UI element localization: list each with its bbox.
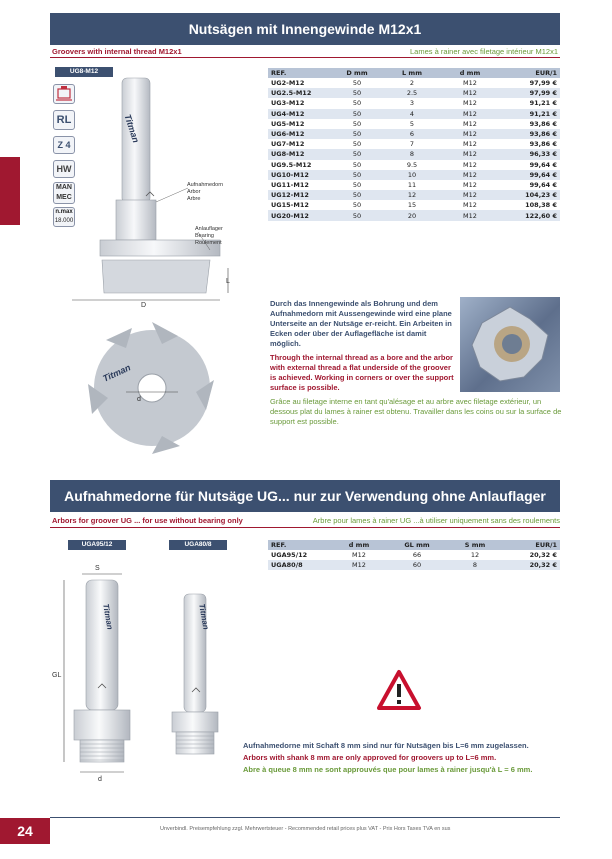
arbor-b-brand: Titman [197,603,211,631]
cell-price: 97,99 € [500,88,560,98]
table-row [268,149,560,159]
cell-col4: M12 [440,190,500,200]
table-row [268,78,560,88]
section2-subtitle-en: Arbors for groover UG ... for use without bearing only [52,516,243,525]
cell-col2: 50 [330,88,384,98]
cell-col2: 50 [330,129,384,139]
table-header-row [268,68,560,78]
table-row [268,550,560,560]
warning-fr: Abre à queue 8 mm ne sont approuvés que pour lames à rainer jusqu'à L = 6 mm. [243,765,533,774]
cell-col4: 8 [446,560,504,570]
groover-top-drawing [82,318,222,458]
arbor-drawings [52,560,252,790]
cell-col4: M12 [440,149,500,159]
cell-ref: UG12-M12 [268,190,330,200]
col-header-l: L mm [384,68,440,78]
cell-col3: 6 [384,129,440,139]
cell-col4: M12 [463,140,477,149]
table-row [268,560,560,570]
cell-col4: M12 [463,160,477,169]
groover-price-table [268,68,560,221]
cell-col2: 50 [330,170,384,180]
cell-col3: 60 [388,560,446,570]
cell-price: 96,33 € [500,149,560,159]
table-row [268,210,560,220]
section2-rule [50,527,560,528]
arbor-label-b: UGA80/8 [169,540,227,550]
cell-price: 108,38 € [525,201,557,210]
cell-col2: 50 [330,149,384,159]
cell-col3: 20 [384,210,440,220]
arbor-label-a: UGA95/12 [68,540,126,550]
section1-rule [50,57,560,58]
nmax-label: n.max [55,209,73,215]
cell-col4: M12 [440,170,500,180]
warning-en: Arbors with shank 8 mm are only approved for groovers up to L=6 mm. [243,753,497,762]
table-row [268,98,560,108]
cell-ref: UG7-M12 [271,140,305,149]
description-en: Through the internal thread as a bore and the arbor with external thread a flat underside of the groover is achieved. Working in corners or over the support surface is possible. [270,353,454,392]
groover-table-body [268,78,560,221]
groover-photo-graphic [460,297,560,392]
cell-col3: 12 [384,190,440,200]
cell-ref: UG2.5-M12 [268,88,330,98]
cell-col2: 50 [352,140,362,149]
cell-col4: M12 [440,210,500,220]
cell-ref: UG20-M12 [268,210,330,220]
footer-note: Unverbindl. Preisempfehlung zzgl. Mehrwertsteuer - Recommended retail prices plus VAT - Prix Hors Taxes TVA en sus [160,826,451,832]
table-row [268,129,560,139]
cell-col3: 10 [384,170,440,180]
hw-material-icon: HW [53,160,75,178]
cell-col3: 2 [409,79,415,88]
cell-price: 99,64 € [529,160,557,169]
cell-ref: UG8-M12 [268,149,330,159]
table-row [268,170,560,180]
cell-col2: 50 [352,201,362,210]
col-header-price: EUR/1 [504,540,560,550]
col-header-ref: REF. [268,68,330,78]
cell-price: 104,23 € [500,190,560,200]
cell-col3: 3 [409,99,415,108]
dim-L-label: L [226,278,230,285]
cell-col2: 50 [352,79,362,88]
footer-rule [50,817,560,818]
cell-col4: M12 [463,180,477,189]
cell-ref: UG10-M12 [268,170,330,180]
dim-GL-label: GL [52,672,62,679]
section2-subtitle-fr: Arbre pour lames à rainer UG ...à utiliser uniquement sans des roulements [312,516,560,525]
col-header-gl: GL mm [388,540,446,550]
col-header-d-bore: d mm [440,68,500,78]
cell-col4: M12 [463,119,477,128]
col-header-d-outer: D mm [330,68,384,78]
cell-col4: M12 [463,79,477,88]
cell-col3: 4 [384,109,440,119]
col-header-ref: REF. [268,540,330,550]
description-de: Durch das Innengewinde als Bohrung und dem Aufnahmedorn mit Aussengewinde wird eine plane Unterseite an der Nutsäge er-reicht. Ein Arbeiten in Ecken oder über der Auflagefläche ist damit möglich. [270,299,452,348]
cell-price: 93,86 € [529,140,557,149]
cell-ref: UG11-M12 [271,180,309,189]
cell-price: 20,32 € [529,551,557,560]
section-side-tab [0,157,20,225]
table-row [268,119,560,129]
description-fr: Grâce au filetage interne en tant qu'alésage et au arbre avec filetage extérieur, un dessous plat du lames à rainer est obtenu. Travailler dans les coins ou sur la surface de support est possible. [270,397,562,426]
cell-col4: M12 [463,99,477,108]
cell-col3: 11 [407,180,417,189]
teeth-count-icon: Z 4 [53,136,75,154]
table-row [268,200,560,210]
col-header-s: S mm [446,540,504,550]
dim-d-label: d [137,396,141,403]
bearing-label: Anlauflager Bearing Roulement [195,226,223,246]
cell-col2: 50 [352,160,362,169]
cell-col4: M12 [440,109,500,119]
cell-col2: 50 [352,180,362,189]
cell-ref: UG6-M12 [268,129,330,139]
table-header-row [268,540,560,550]
cell-col3: 66 [412,551,422,560]
cell-col2: 50 [330,210,384,220]
arbor-price-table [268,540,560,570]
nmax-value: 18.000 [54,218,74,224]
brand-logo: Titman [122,113,142,144]
cell-col3: 8 [384,149,440,159]
cell-ref: UGA95/12 [271,551,308,560]
dim-D-label: D [141,302,147,309]
cell-price: 97,99 € [529,79,557,88]
product-label: UG8-M12 [55,67,113,77]
col-header-d: d mm [330,540,388,550]
cell-price: 93,86 € [529,119,557,128]
cell-col4: M12 [440,88,500,98]
cell-price: 91,21 € [500,109,560,119]
cell-price: 99,64 € [529,180,557,189]
cell-col2: 50 [352,119,362,128]
cell-ref: UG4-M12 [268,109,330,119]
section2-title: Aufnahmedorne für Nutsäge UG... nur zur Verwendung ohne Anlauflager [50,480,560,512]
page-number: 24 [0,818,50,844]
arbor-a-brand: Titman [101,603,115,631]
dim-S-label: S [95,565,100,572]
table-row [268,180,560,190]
section1-subtitle-fr: Lames à rainer avec filetage intérieur M12x1 [410,47,558,56]
table-row [268,139,560,149]
cell-col3: 2.5 [384,88,440,98]
cell-col3: 15 [407,201,417,210]
cell-price: 122,60 € [500,210,560,220]
cell-price: 99,64 € [500,170,560,180]
cell-col4: 12 [470,551,480,560]
cell-price: 93,86 € [500,129,560,139]
table-row [268,160,560,170]
cell-ref: UG15-M12 [271,201,309,210]
cell-ref: UGA80/8 [268,560,330,570]
man-label: MAN [56,184,72,191]
arbor-label: Aufnahmedorn Arbor Arbre [187,182,224,202]
cell-col2: 50 [330,109,384,119]
table-row [268,109,560,119]
dim-d-arbor-label: d [98,776,102,783]
table-row [268,88,560,98]
cell-col2: 50 [330,190,384,200]
warning-de: Aufnahmedorne mit Schaft 8 mm sind nur für Nutsägen bis L=6 mm zugelassen. [243,741,529,750]
section1-title: Nutsägen mit Innengewinde M12x1 [50,13,560,45]
cell-col4: M12 [440,129,500,139]
warning-icon [376,669,422,711]
cell-ref: UG9.5-M12 [271,160,312,169]
rotation-icon: RL [53,110,75,130]
cell-price: 20,32 € [504,560,560,570]
cell-col4: M12 [463,201,477,210]
cell-col3: 7 [409,140,415,149]
cell-ref: UG2-M12 [271,79,305,88]
section1-subtitle-en: Groovers with internal thread M12x1 [52,47,182,56]
cell-ref: UG3-M12 [271,99,305,108]
arbor-table-body [268,550,560,570]
cell-col2: M12 [330,560,388,570]
cell-col3: 5 [409,119,415,128]
brand-logo-top: Titman [101,362,133,384]
col-header-price: EUR/1 [500,68,560,78]
table-row [268,190,560,200]
cell-col3: 9.5 [406,160,418,169]
cell-ref: UG5-M12 [271,119,305,128]
cell-col2: 50 [352,99,362,108]
cell-price: 91,21 € [529,99,557,108]
product-photo [460,297,560,392]
mec-label: MEC [56,194,72,201]
cell-col2: M12 [352,551,366,560]
